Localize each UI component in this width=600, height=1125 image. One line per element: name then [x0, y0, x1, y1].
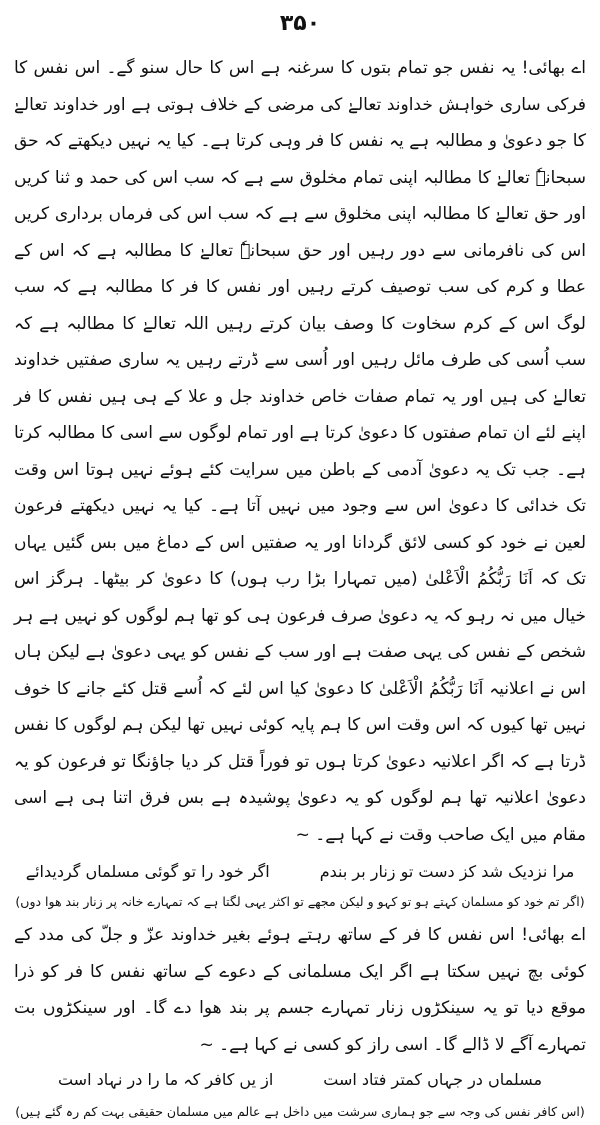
- persian-verse-1: [14, 855, 586, 889]
- paragraph-1: اے بھائی! یہ نفس جو تمام بتوں کا سرغنہ ہے اس کا حال سنو گے۔ اس نفس کا فرکی ساری خواہش خداوند تعالےٰ کی مرضی کے خلاف ہوتی ہے اور خداوند تعالےٰ کا جو دعویٰ و مطالبہ ہے یہ نفس کا فر وہی کرتا ہے۔ کیا یہ نہیں دیکھتے کہ حق سبحانہٗ تعالےٰ کا مطالبہ اپنی تمام مخلوق سے ہے کہ سب اس کی حمد و ثنا کریں اور حق تعالےٰ کا مطالبہ اپنی مخلوق سے ہے کہ سب اس کی فرماں برداری کریں اس کی نافرمانی سے دور رہیں اور حق سبحانہٗ تعالےٰ کا مطالبہ ہے کہ اس کے عطا و کرم کی سب توصیف کرتے رہیں اور نفس کا فر کا مطالبہ ہے کہ سب لوگ اس کے کرم سخاوت کا وصف بیان کرتے رہیں اللہ تعالےٰ کا مطالبہ ہے کہ سب اُسی کی طرف مائل رہیں اور اُسی سے ڈرتے رہیں یہ ساری صفتیں خداوند تعالےٰ کی ہیں اور یہ تمام صفات خاص خداوند جل و علا کے ہی ہیں نفس کا فر اپنے لئے ان تمام صفتوں کا دعویٰ کرتا ہے اور تمام لوگوں سے اسی کا مطالبہ کرتا ہے۔ جب تک یہ دعویٰ آدمی کے باطن میں سرایت کئے ہوئے نہیں ہوتا اس وقت تک خدائی کا دعویٰ اس سے وجود میں نہیں آتا ہے۔ کیا یہ نہیں دیکھتے فرعون لعین نے خود کو کسی لائق گردانا اور یہ صفتیں اس کے دماغ میں بس گئیں یہاں تک کہ اَنَا رَبُّکُمُ الْاَعْلیٰ (میں تمہارا بڑا رب ہوں) کا دعویٰ کر بیٹھا۔ ہرگز اس خیال میں نہ رہو کہ یہ دعویٰ صرف فرعون ہی کو تھا ہم لوگوں کو نہیں ہے ہر شخص کے نفس کی یہی صفت ہے اور سب کے نفس کو یہی دعویٰ ہے لیکن ہاں اس نے اعلانیہ اَنَا رَبُّکُمُ الْاَعْلیٰ کا دعویٰ کیا اس لئے کہ اُسے قتل کئے جانے کا خوف نہیں تھا کیوں کہ اس وقت اس کا ہم پایہ کوئی نہیں تھا لیکن ہم لوگوں کا نفس ڈرتا ہے کہ اگر اعلانیہ دعویٰ کرتا ہوں تو فوراً قتل کر دیا جاؤنگا تو فرعون کو یہ دعویٰ اعلانیہ تھا ہم لوگوں کو یہ دعویٰ پوشیدہ ہے بس فرق اتنا ہی ہے اسی مقام میں ایک صاحب وقت نے کہا ہے۔ ~: [14, 58, 586, 845]
- verse-1-second-hemistich: مرا نزدیک شد کز دست تو زنار بر بندم: [319, 862, 575, 881]
- verse-2-first-hemistich: از یں کافر کہ ما را در نہاد است: [57, 1070, 274, 1089]
- persian-verse-2: [14, 1063, 586, 1097]
- page-body: [14, 50, 586, 1125]
- verse-2-second-hemistich: مسلماں در جہاں کمتر فتاد است: [323, 1070, 543, 1089]
- verse-2-translation: (اس کافر نفس کی وجہ سے جو ہماری سرشت میں داخل ہے عالم میں مسلمان حقیقی بہت کم رہ گئے ہیں): [15, 1104, 585, 1119]
- page-number: ۳۵۰: [279, 11, 321, 36]
- verse-1-first-hemistich: اگر خود را تو گوئی مسلماں گردیدائے: [25, 862, 270, 881]
- paragraph-2: اے بھائی! اس نفس کا فر کے ساتھ رہتے ہوئے بغیر خداوند عزّ و جلّ کی مدد کے کوئی بچ نہیں سکتا ہے اگر ایک مسلمانی کے دعوے کے ساتھ نفس کا فر کو ذرا موقع دیا تو یہ سینکڑوں زنار تمہارے جسم پر بند ھوا دے گا۔ اور سینکڑوں بت تمہارے آگے لا ڈالے گا۔ اسی راز کو کسی نے کہا ہے۔ ~: [14, 925, 586, 1055]
- verse-1-translation: (اگر تم خود کو مسلمان کہتے ہو تو کہو و لیکن مجھے تو اکثر یہی لگتا ہے کہ تمہارے خانہ پر زنار بند ھوا دوں): [15, 894, 585, 909]
